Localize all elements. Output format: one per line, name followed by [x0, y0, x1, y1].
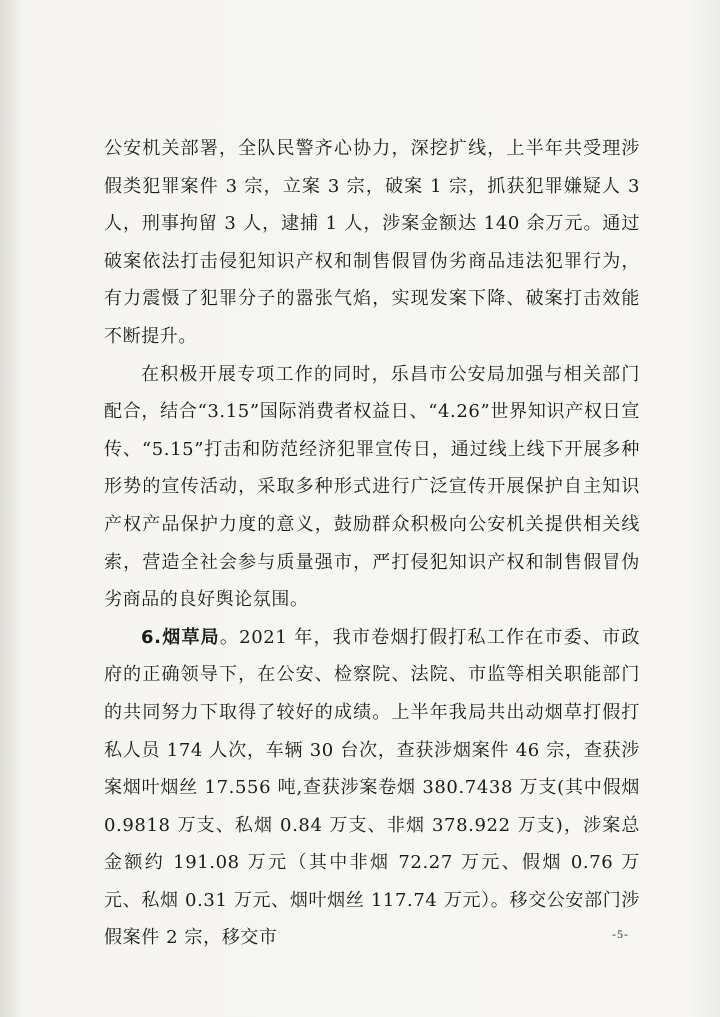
paragraph-publicity-activities: 在积极开展专项工作的同时，乐昌市公安局加强与相关部门配合，结合“3.15”国际消费者权益日、“4.26”世界知识产权日宣传、“5.15”打击和防范经济犯罪宣传日，通过线上线下开展多种形势的宣传活动，采取多种形式进行广泛宣传开展保护自主知识产权产品保护力度的意义，鼓励群众积极向公安机关提供相关线索，营造全社会参与质量强市，严打侵犯知识产权和制售假冒伪劣商品的良好舆论氛围。: [104, 363, 640, 611]
paragraph-public-security-summary: 公安机关部署，全队民警齐心协力，深挖扩线，上半年共受理涉假类犯罪案件 3 宗，立案 3 宗，破案 1 宗，抓获犯罪嫌疑人 3 人，刑事拘留 3 人，逮捕 1 人，涉案金额达 140 余万元。通过破案依法打击侵犯知识产权和制售假冒伪劣商品违法犯罪行为，有力震慑了犯罪分子的嚣张气焰，实现发案下降、破案打击效能不断提升。: [104, 138, 640, 347]
paragraph-tobacco-bureau: [104, 619, 640, 957]
paragraph-tobacco-bureau-text: 。2021 年，我市卷烟打假打私工作在市委、市政府的正确领导下，在公安、检察院、法院、市监等相关职能部门的共同努力下取得了较好的成绩。上半年我局共出动烟草打假打私人员 174 人次，车辆 30 台次，查获涉烟案件 46 宗，查获涉案烟叶烟丝 17.556 吨,查获涉案卷烟 380.7438 万支(其中假烟 0.9818 万支、私烟 0.84 万支、非烟 378.922 万支)，涉案总金额约 191.08 万元（其中非烟 72.27 万元、假烟 0.76 万元、私烟 0.31 万元、烟叶烟丝 117.74 万元）。移交公安部门涉假案件 2 宗，移交市: [104, 626, 640, 949]
page-number: -5-: [612, 927, 629, 941]
section-heading-tobacco-bureau: 6.烟草局: [141, 626, 220, 648]
document-body: [104, 130, 640, 957]
scan-shadow: [0, 0, 28, 1017]
